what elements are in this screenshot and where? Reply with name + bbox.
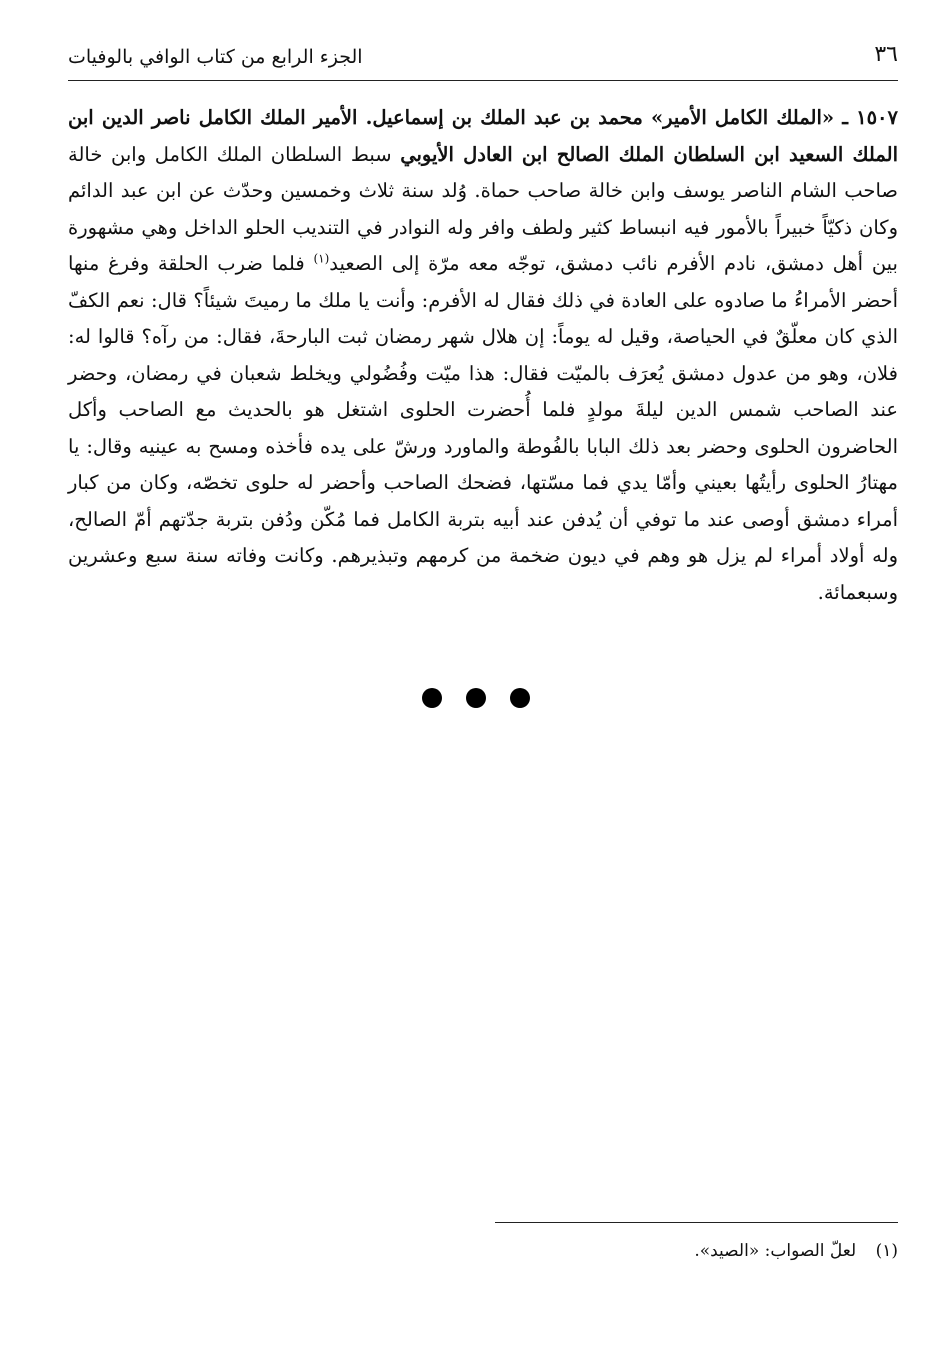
section-separator (0, 688, 952, 708)
footnote-reference[interactable]: (١) (313, 251, 330, 266)
page-number: ٣٦ (874, 42, 898, 67)
page-header (68, 40, 898, 81)
footnote-divider (495, 1222, 898, 1223)
separator-dot-icon (510, 688, 530, 708)
entry-body-part-1: سبط السلطان الملك الكامل وابن خالة صاحب الشام الناصر يوسف وابن خالة صاحب حماة. وُلد سنة ثلاث وخمسين وحدّث عن ابن عبد الدائم وكان ذكيّاً خبيراً بالأمور فيه انبساط كثير ولطف وافر وله النوادر في التنديب الحلو الداخل وهي مشهورة بين أهل دمشق، نادم الأفرم نائب دمشق، توجّه معه مرّة إلى الصعيد (68, 142, 898, 275)
entry-body-part-2: فلما ضرب الحلقة وفرغ منها أحضر الأمراءُ ما صادوه على العادة في ذلك فقال له الأفرم: وأنت يا ملك ما رميتَ شيئاً؟ قال: نعم الكفّ الذي كان معلّقٌ في الحياصة، وقيل له يوماً: إن هلال شهر رمضان ثبت البارحةَ، فقال: من رآه؟ قالوا له: فلان، وهو من عدول دمشق يُعرَف بالميّت فقال: هذا ميّت وفُضُولي ويخلط شعبان في رمضان، وحضر عند الصاحب شمس الدين ليلةَ مولدٍ فلما أُحضرت الحلوى اشتغل هو بالحديث مع الصاحب وأكل الحاضرون الحلوى وحضر بعد ذلك البابا بالفُوطة والماورد ورشّ على يده فأخذه ومسح به عينيه وقال: يا مهتارُ الحلوى رأيتُها بعيني وأمّا يدي فما مسّتها، فضحك الصاحب وأحضر له حلوى تخصّه، وكان من كبار أمراء دمشق أوصى عند ما توفي أن يُدفن عند أبيه بتربة الكامل فما مُكّن ودُفن بتربة جدّتهم أمّ الصالح، وله أولاد أمراء لم يزل هو وهم في ديون ضخمة من كرمهم وتبذيرهم. وكانت وفاته سنة سبع وعشرين وسبعمائة. (68, 252, 898, 604)
entry-heading: ١٥٠٧ ـ «الملك الكامل الأمير» محمد بن عبد الملك بن إسماعيل. الأمير الملك الكامل ناصر الدين ابن الملك السعيد ابن السلطان الملك الصالح ابن العادل الأيوبي (68, 106, 898, 166)
biography-entry (68, 100, 898, 611)
separator-dot-icon (466, 688, 486, 708)
running-title: الجزء الرابع من كتاب الوافي بالوفيات (68, 46, 363, 68)
footnote (495, 1238, 898, 1264)
separator-dot-icon (422, 688, 442, 708)
footnote-number: (١) (875, 1241, 898, 1261)
footnote-text: لعلّ الصواب: «الصيد». (694, 1241, 857, 1261)
